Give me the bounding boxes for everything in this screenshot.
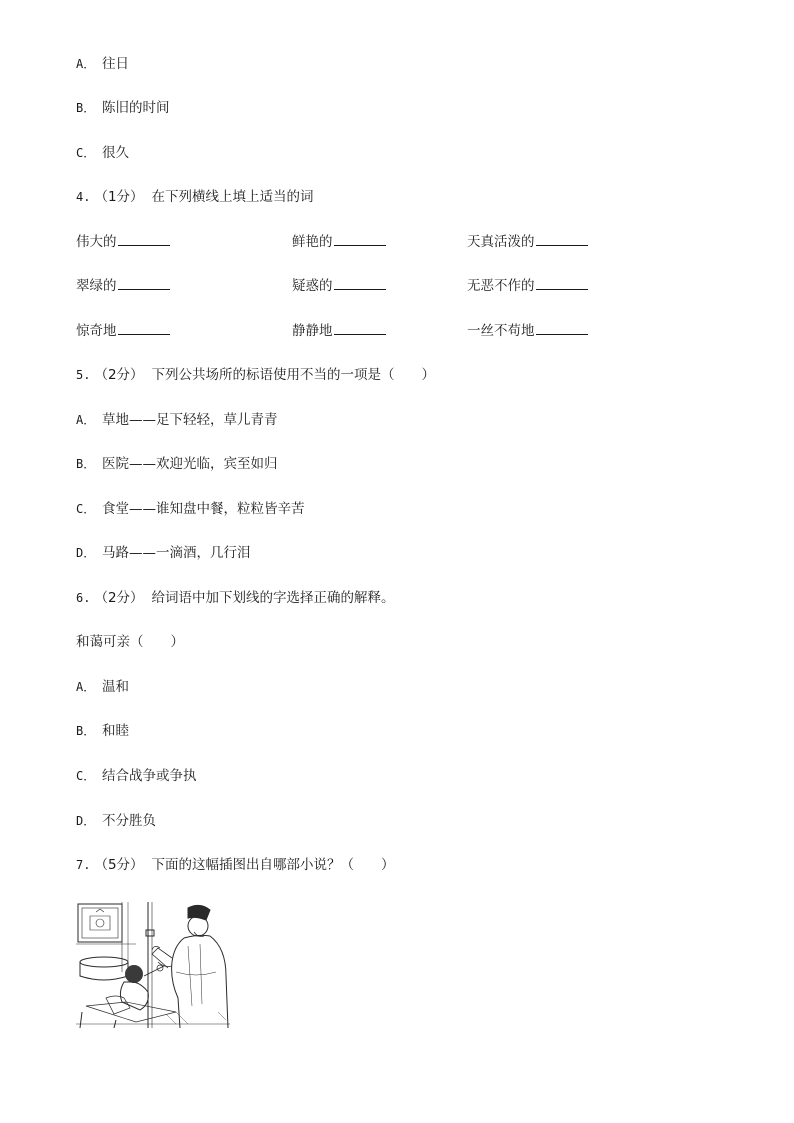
option-letter: D． (76, 546, 96, 560)
option-text: 结合战争或争执 (102, 768, 197, 784)
option-letter: B． (76, 724, 96, 738)
question-number: 4. (76, 190, 91, 204)
fill-blank-word: 天真活泼的 (467, 234, 535, 250)
novel-illustration (76, 902, 230, 1028)
question-5-header (76, 365, 435, 385)
fill-blank-word: 伟大的 (76, 234, 117, 250)
answer-blank[interactable] (334, 276, 386, 290)
answer-blank[interactable] (536, 276, 588, 290)
question-prompt: 下列公共场所的标语使用不当的一项是（ ） (151, 367, 436, 383)
option-letter: C． (76, 146, 96, 160)
fill-blank-item[interactable] (76, 276, 170, 296)
question-number: 7. (76, 858, 91, 872)
option-letter: B． (76, 101, 96, 115)
question-6-word: 和蔼可亲（ ） (76, 634, 184, 650)
question-score: （5分） (94, 857, 144, 873)
question-prompt: 给词语中加下划线的字选择正确的解释。 (151, 590, 395, 606)
fill-blank-item[interactable] (467, 321, 588, 341)
question-number: 6. (76, 591, 91, 605)
answer-blank[interactable] (334, 232, 386, 246)
fill-blank-item[interactable] (76, 232, 171, 252)
question-4-header (76, 187, 314, 207)
question-score: （2分） (94, 590, 144, 606)
answer-blank[interactable] (118, 321, 170, 335)
fill-blank-item[interactable] (292, 321, 386, 341)
option-letter: B． (76, 457, 96, 471)
fill-blank-word: 疑惑的 (292, 278, 333, 294)
fill-blank-item[interactable] (467, 232, 588, 252)
option-b[interactable] (76, 98, 170, 118)
option-a[interactable] (76, 54, 129, 74)
option-a[interactable] (76, 410, 278, 430)
fill-blank-word: 一丝不苟地 (467, 323, 535, 339)
option-c[interactable] (76, 143, 129, 163)
fill-blank-item[interactable] (467, 276, 588, 296)
option-letter: A． (76, 680, 96, 694)
option-c[interactable] (76, 499, 305, 519)
option-text: 医院——欢迎光临，宾至如归 (102, 456, 278, 472)
fill-blank-item[interactable] (76, 321, 170, 341)
fill-blank-word: 无恶不作的 (467, 278, 535, 294)
option-letter: C． (76, 769, 96, 783)
fill-blank-word: 静静地 (292, 323, 333, 339)
option-text: 食堂——谁知盘中餐，粒粒皆辛苦 (102, 501, 305, 517)
option-letter: C． (76, 502, 96, 516)
question-prompt: 下面的这幅插图出自哪部小说？（ ） (151, 857, 395, 873)
option-text: 不分胜负 (102, 813, 156, 829)
option-text: 温和 (102, 679, 129, 695)
answer-blank[interactable] (118, 276, 170, 290)
question-number: 5. (76, 368, 91, 382)
option-letter: A． (76, 413, 96, 427)
fill-blank-item[interactable] (292, 232, 386, 252)
option-d[interactable] (76, 543, 251, 563)
answer-blank[interactable] (118, 232, 170, 246)
question-6-header (76, 588, 395, 608)
question-score: （2分） (94, 367, 144, 383)
answer-blank[interactable] (536, 232, 588, 246)
answer-blank[interactable] (334, 321, 386, 335)
question-score: （1分） (94, 189, 144, 205)
fill-blank-word: 翠绿的 (76, 278, 117, 294)
option-c[interactable] (76, 766, 197, 786)
option-letter: A． (76, 57, 96, 71)
fill-blank-item[interactable] (292, 276, 386, 296)
option-b[interactable] (76, 721, 129, 741)
option-letter: D． (76, 814, 96, 828)
option-d[interactable] (76, 811, 156, 831)
option-text: 马路——一滴酒，几行泪 (102, 545, 251, 561)
option-text: 草地——足下轻轻，草儿青青 (102, 412, 278, 428)
answer-blank[interactable] (536, 321, 588, 335)
question-prompt: 在下列横线上填上适当的词 (151, 189, 314, 205)
option-text: 往日 (102, 56, 129, 72)
option-b[interactable] (76, 454, 278, 474)
option-text: 陈旧的时间 (102, 100, 170, 116)
fill-blank-word: 惊奇地 (76, 323, 117, 339)
question-7-header (76, 855, 395, 875)
option-text: 和睦 (102, 723, 129, 739)
option-a[interactable] (76, 677, 129, 697)
fill-blank-word: 鲜艳的 (292, 234, 333, 250)
option-text: 很久 (102, 145, 129, 161)
